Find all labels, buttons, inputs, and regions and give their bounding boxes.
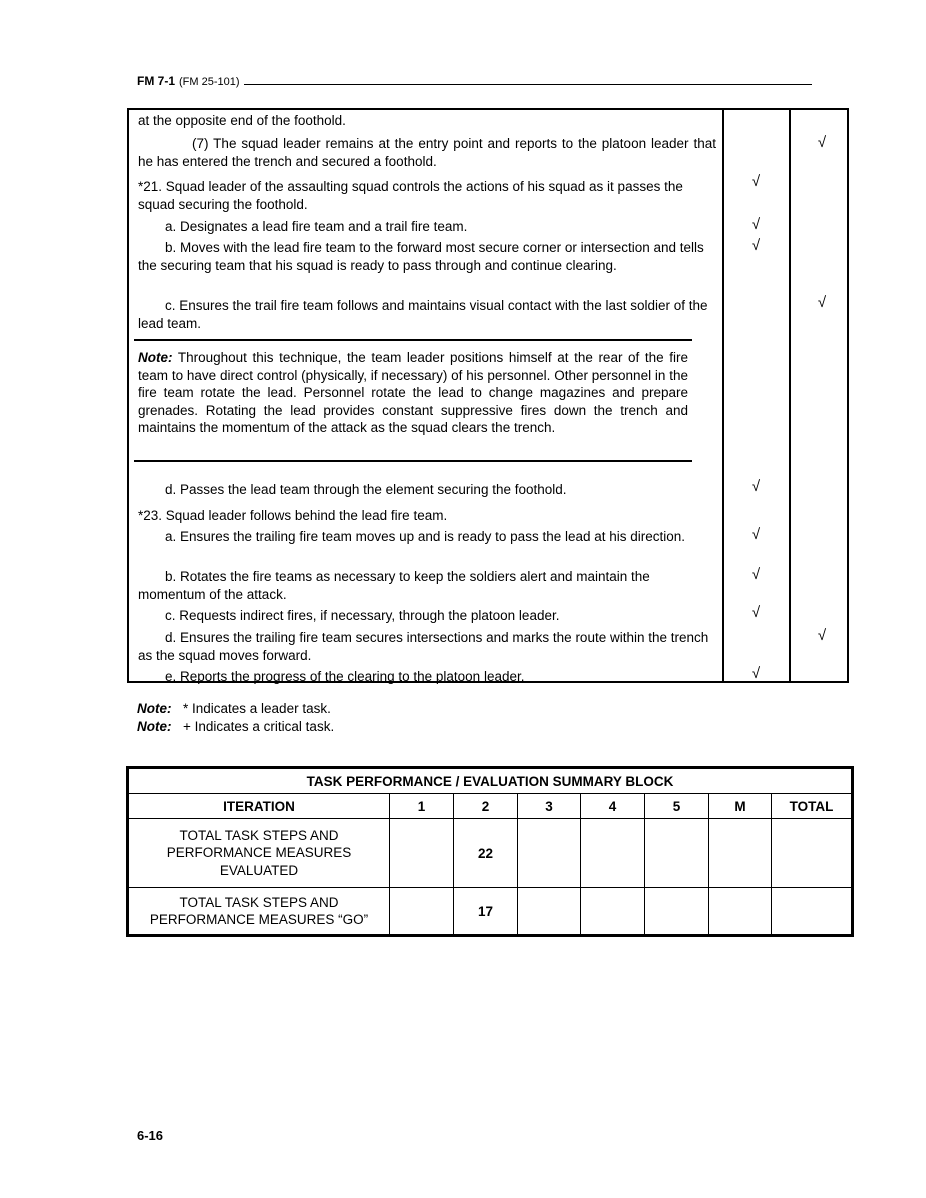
- header-4: 4: [581, 794, 645, 819]
- step-text: *23. Squad leader follows behind the lead fire team.: [138, 508, 448, 523]
- summary-row-evaluated: [129, 819, 852, 888]
- header-m: M: [709, 794, 772, 819]
- cell-4: [581, 888, 645, 935]
- header-rule: [244, 84, 812, 85]
- cell-1: [390, 888, 454, 935]
- summary-header-row: [129, 794, 852, 819]
- header-1: 1: [390, 794, 454, 819]
- go-check: √: [751, 216, 761, 233]
- cell-total: [772, 819, 852, 888]
- go-check: √: [751, 566, 761, 583]
- summary-row-go: [129, 888, 852, 935]
- go-check: √: [751, 173, 761, 190]
- evaluation-summary-block: [126, 766, 854, 937]
- step-text: at the opposite end of the foothold.: [138, 113, 346, 128]
- go-column-divider: [722, 110, 724, 681]
- header-5: 5: [645, 794, 709, 819]
- step-text: d. Ensures the trailing fire team secures intersections and marks the route within the trench as the squad moves forward.: [138, 630, 709, 663]
- no-go-check: √: [817, 134, 827, 151]
- cell-5: [645, 819, 709, 888]
- go-check: √: [751, 237, 761, 254]
- note-bottom-rule: [134, 460, 692, 462]
- cell-5: [645, 888, 709, 935]
- header-iteration: ITERATION: [129, 794, 390, 819]
- doc-id: FM 7-1: [137, 74, 176, 88]
- summary-title: TASK PERFORMANCE / EVALUATION SUMMARY BLOCK: [129, 769, 852, 794]
- doc-sub: (FM 25-101): [179, 76, 240, 88]
- cell-4: [581, 819, 645, 888]
- running-header: [137, 74, 812, 88]
- cell-m: [709, 819, 772, 888]
- footnotes: [137, 700, 334, 736]
- step-text: a. Ensures the trailing fire team moves up and is ready to pass the lead at his direction.: [165, 529, 686, 544]
- go-check: √: [751, 478, 761, 495]
- page-number: 6-16: [137, 1128, 164, 1143]
- footnote-text: + Indicates a critical task.: [183, 719, 335, 734]
- row-label: TOTAL TASK STEPS AND PERFORMANCE MEASURES “GO”: [129, 888, 390, 935]
- cell-2: 17: [454, 888, 518, 935]
- technique-note: [138, 349, 688, 437]
- cell-3: [518, 819, 581, 888]
- step-text: (7) The squad leader remains at the entry point and reports to the platoon leader that he has entered the trench and secured a foothold.: [138, 136, 716, 169]
- note-text: Throughout this technique, the team leader positions himself at the rear of the fire team to have direct control (physically, if necessary) of his personnel. Other personnel in the fire team rotate the lead. Personnel rotate the lead to change magazines and prepare grenades. Rotating the lead provides constant suppressive fires down the trench and maintains the momentum of the attack as the squad clears the trench.: [138, 350, 688, 435]
- go-check: √: [751, 665, 761, 682]
- step-text: b. Rotates the fire teams as necessary to keep the soldiers alert and maintain the momentum of the attack.: [138, 569, 650, 602]
- no-go-column-divider: [789, 110, 791, 681]
- step-text: c. Requests indirect fires, if necessary, through the platoon leader.: [165, 608, 560, 623]
- step-text: a. Designates a lead fire team and a trail fire team.: [165, 219, 468, 234]
- header-2: 2: [454, 794, 518, 819]
- no-go-check: √: [817, 294, 827, 311]
- task-steps-table: [127, 108, 849, 683]
- no-go-check: √: [817, 627, 827, 644]
- cell-total: [772, 888, 852, 935]
- header-3: 3: [518, 794, 581, 819]
- row-label: TOTAL TASK STEPS AND PERFORMANCE MEASURES EVALUATED: [129, 819, 390, 888]
- note-label: Note:: [138, 350, 173, 365]
- note-top-rule: [134, 339, 692, 341]
- cell-m: [709, 888, 772, 935]
- footnote-label: Note:: [137, 701, 172, 716]
- footnote-text: * Indicates a leader task.: [183, 701, 331, 716]
- cell-2: 22: [454, 819, 518, 888]
- step-text: b. Moves with the lead fire team to the forward most secure corner or intersection and tells the securing team that his squad is ready to pass through and continue clearing.: [138, 240, 704, 273]
- step-text: c. Ensures the trail fire team follows and maintains visual contact with the last soldier of the lead team.: [138, 298, 708, 331]
- step-text: d. Passes the lead team through the element securing the foothold.: [165, 482, 567, 497]
- footnote-row: [137, 700, 334, 718]
- go-check: √: [751, 526, 761, 543]
- footnote-row: [137, 718, 334, 736]
- cell-1: [390, 819, 454, 888]
- step-text: *21. Squad leader of the assaulting squad controls the actions of his squad as it passes the squad securing the foothold.: [138, 179, 683, 212]
- cell-3: [518, 888, 581, 935]
- step-text: e. Reports the progress of the clearing to the platoon leader.: [165, 669, 525, 684]
- header-total: TOTAL: [772, 794, 852, 819]
- go-check: √: [751, 604, 761, 621]
- footnote-label: Note:: [137, 719, 172, 734]
